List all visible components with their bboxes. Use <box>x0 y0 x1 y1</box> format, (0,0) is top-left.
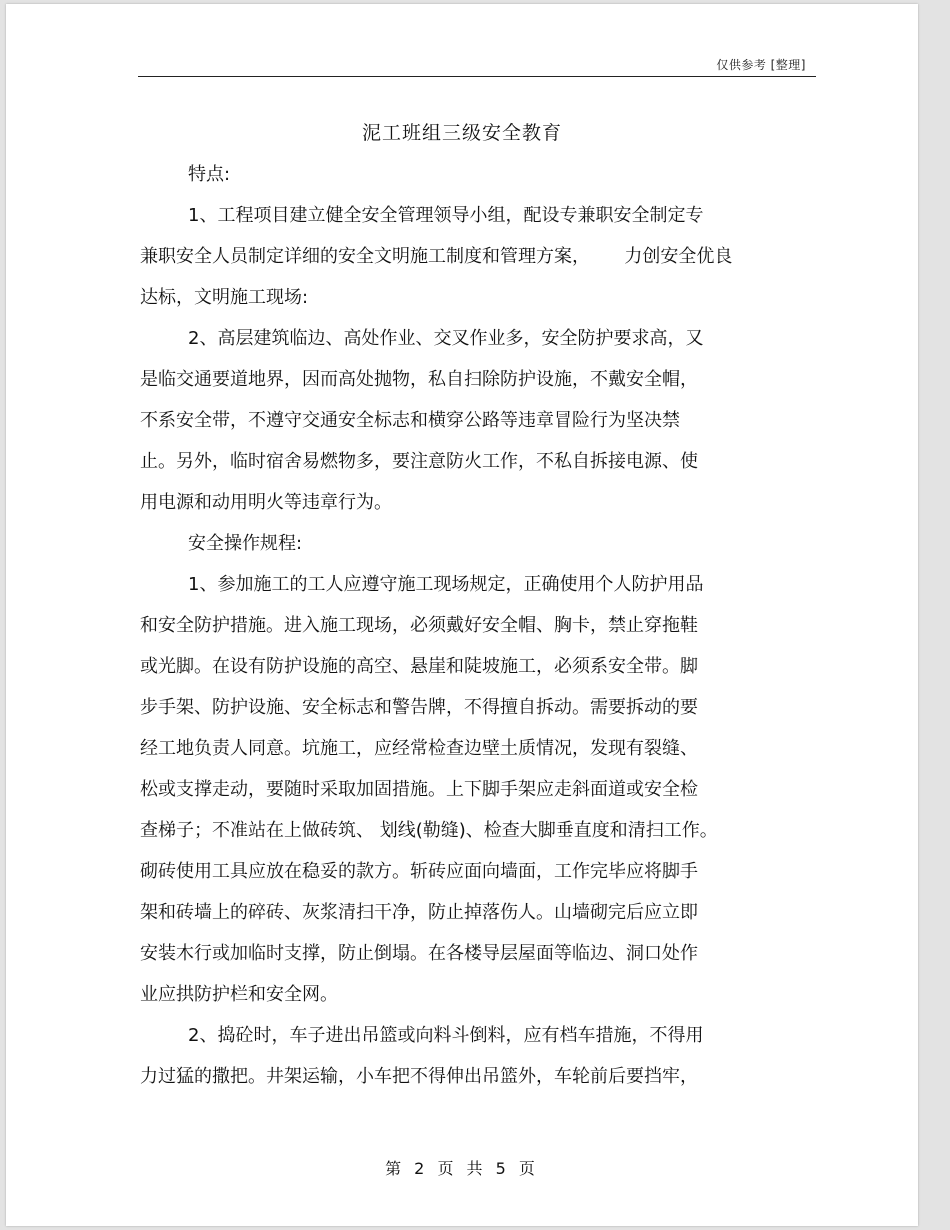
paragraph-line: 和安全防护措施。进入施工现场，必须戴好安全帽、胸卡，禁止穿拖鞋 <box>140 615 698 636</box>
document-body <box>140 160 820 1103</box>
paragraph-line: 力过猛的撒把。井架运输，小车把不得伸出吊篮外，车轮前后要挡牢， <box>140 1066 698 1087</box>
paragraph-line: 或光脚。在设有防护设施的高空、悬崖和陡坡施工，必须系安全带。脚 <box>140 656 698 677</box>
paragraph-line: 2、高层建筑临边、高处作业、交叉作业多，安全防护要求高，又 <box>188 328 704 349</box>
document-page <box>6 4 918 1226</box>
features-heading: 特点: <box>188 164 231 185</box>
paragraph-line: 砌砖使用工具应放在稳妥的款方。斩砖应面向墙面，工作完毕应将脚手 <box>140 861 698 882</box>
paragraph-2 <box>140 324 820 529</box>
paragraph-line: 达标，文明施工现场: <box>140 287 309 308</box>
paragraph-line: 不系安全带，不遵守交通安全标志和横穿公路等违章冒险行为坚决禁 <box>140 410 680 431</box>
paragraph-line: 1、参加施工的工人应遵守施工现场规定，正确使用个人防护用品 <box>188 574 704 595</box>
paragraph-line: 1、工程项目建立健全安全管理领导小组，配设专兼职安全制定专 <box>188 205 704 226</box>
paragraph-line: 安装木行或加临时支撑，防止倒塌。在各楼导层屋面等临边、洞口处作 <box>140 943 698 964</box>
paragraph-line: 步手架、防护设施、安全标志和警告牌，不得擅自拆动。需要拆动的要 <box>140 697 698 718</box>
paragraph-line: 2、捣砼时，车子进出吊篮或向料斗倒料，应有档车措施，不得用 <box>188 1025 704 1046</box>
rule-2 <box>140 1021 820 1103</box>
paragraph-line: 架和砖墙上的碎砖、灰浆清扫干净，防止掉落伤人。山墙砌完后应立即 <box>140 902 698 923</box>
paragraph-line: 业应拱防护栏和安全网。 <box>140 984 338 1005</box>
paragraph-line: 兼职安全人员制定详细的安全文明施工制度和管理方案， 力创安全优良 <box>140 246 733 267</box>
paragraph-line: 止。另外，临时宿舍易燃物多，要注意防火工作，不私自拆接电源、使 <box>140 451 698 472</box>
paragraph-line: 用电源和动用明火等违章行为。 <box>140 492 392 513</box>
paragraph-1 <box>140 201 820 324</box>
rule-1 <box>140 570 820 1021</box>
rules-heading: 安全操作规程: <box>188 533 303 554</box>
header-note: 仅供参考 [整理] <box>716 58 806 72</box>
paragraph-line: 松或支撑走动，要随时采取加固措施。上下脚手架应走斜面道或安全检 <box>140 779 698 800</box>
paragraph-line: 经工地负责人同意。坑施工，应经常检查边壁土质情况，发现有裂缝、 <box>140 738 698 759</box>
header-rule <box>138 76 816 77</box>
paragraph-line: 是临交通要道地界，因而高处抛物，私自扫除防护设施，不戴安全帽， <box>140 369 698 390</box>
page-number: 第 2 页 共 5 页 <box>385 1159 539 1178</box>
document-title: 泥工班组三级安全教育 <box>361 122 562 144</box>
paragraph-line: 查梯子；不准站在上做砖筑、 划线(勒缝)、检查大脚垂直度和清扫工作。 <box>140 820 718 841</box>
